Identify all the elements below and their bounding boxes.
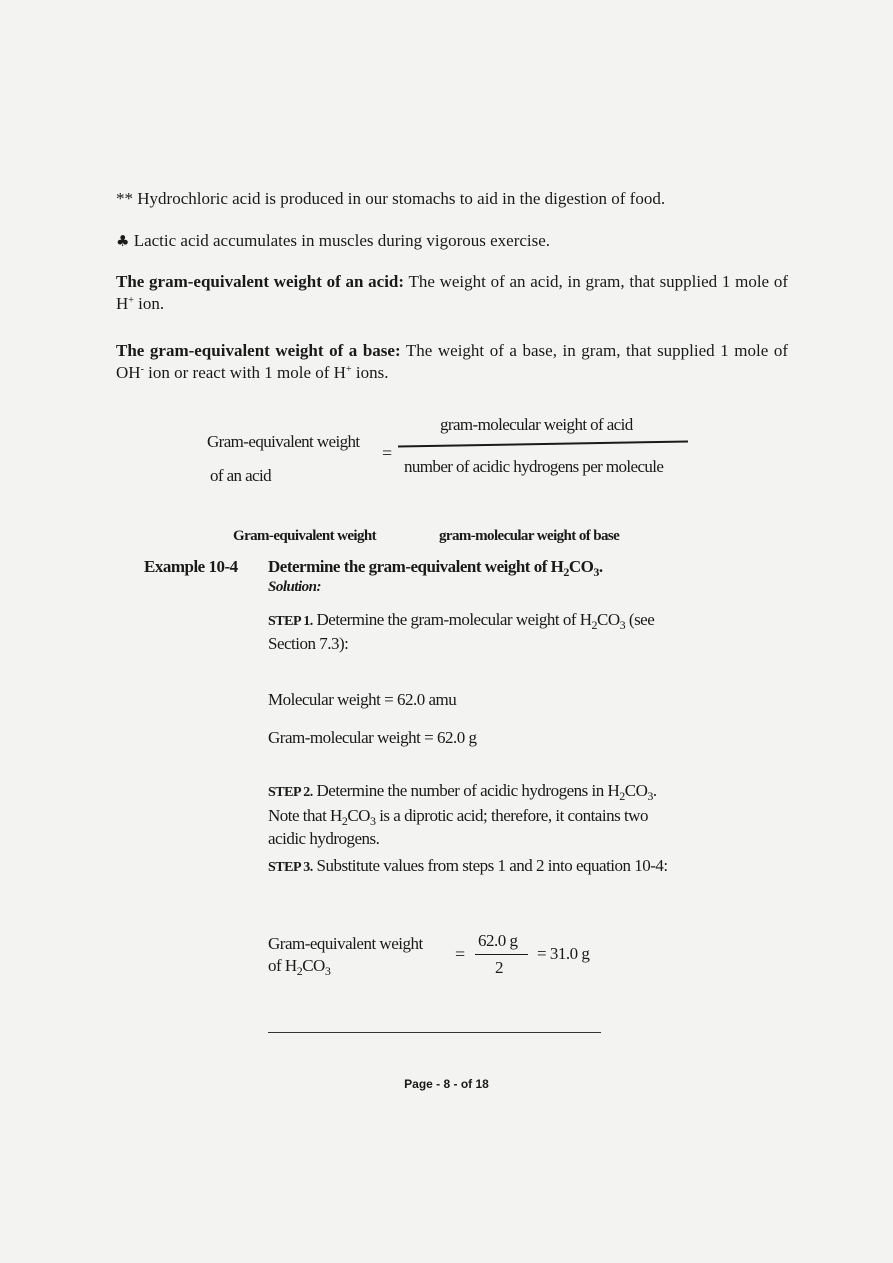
example-problem-text: Determine the gram-equivalent weight of H — [268, 557, 564, 576]
final-lhs-text: of H — [268, 956, 297, 975]
page-footer — [0, 1077, 893, 1091]
definition-base — [116, 340, 788, 384]
definition-base-text-2: ion or react with 1 mole of H — [143, 363, 346, 382]
step-1-see: (see — [625, 610, 655, 629]
final-numerator: 62.0 g — [478, 931, 518, 950]
subscript: 3 — [593, 565, 599, 579]
superscript-minus: - — [140, 364, 144, 375]
equation-base-numerator: gram-molecular weight of base — [439, 528, 620, 544]
equation-acid-denominator: number of acidic hydrogens per molecule — [404, 457, 664, 476]
subscript: 2 — [619, 789, 625, 803]
subscript: 3 — [647, 789, 653, 803]
subscript: 3 — [369, 814, 376, 828]
step-2-line-3: acidic hydrogens. — [268, 829, 380, 848]
step-3-text: Substitute values from steps 1 and 2 into equation 10-4: — [312, 856, 668, 875]
subscript: 2 — [591, 618, 598, 632]
subscript: 2 — [296, 964, 303, 978]
page-number: Page - 8 - of 18 — [404, 1077, 489, 1091]
example-problem — [268, 557, 603, 577]
equation-acid-numerator: gram-molecular weight of acid — [440, 415, 633, 434]
definition-acid-end: ion. — [133, 294, 165, 313]
step-2-period: . — [652, 781, 657, 800]
step-2-note-end: is a diprotic acid; therefore, it contains two — [375, 806, 648, 825]
gram-molecular-weight-line: Gram-molecular weight = 62.0 g — [268, 728, 477, 747]
superscript-plus: + — [345, 364, 352, 375]
equation-acid-lhs-1: Gram-equivalent weight — [207, 432, 360, 451]
molecular-weight-line: Molecular weight = 62.0 amu — [268, 690, 457, 709]
step-2-line-1 — [268, 781, 657, 801]
example-label: Example 10-4 — [144, 557, 238, 576]
definition-acid — [116, 271, 788, 315]
step-2-label: STEP 2. — [268, 785, 313, 800]
fraction-bar — [398, 440, 688, 447]
subscript: 3 — [619, 618, 626, 632]
final-denominator: 2 — [495, 958, 503, 977]
definition-base-text: The weight of a base, in gram, that supplied 1 mole of OH — [116, 341, 788, 382]
step-1-formula: CO — [597, 610, 620, 629]
final-lhs-formula: CO — [302, 956, 325, 975]
footnote-rule — [268, 1032, 601, 1033]
definition-acid-term: The gram-equivalent weight of an acid: — [116, 272, 405, 291]
equation-acid-equals: = — [382, 443, 393, 463]
example-problem-formula: CO — [568, 557, 594, 576]
step-1-line-2: Section 7.3): — [268, 634, 349, 653]
equation-acid-lhs-2: of an acid — [210, 466, 272, 485]
solution-label: Solution: — [268, 579, 322, 595]
equation-base-lhs: Gram-equivalent weight — [233, 528, 377, 544]
final-fraction-bar — [475, 954, 528, 955]
final-lhs-1: Gram-equivalent weight — [268, 934, 423, 953]
step-2-note: Note that H — [268, 806, 342, 825]
step-2-line-2 — [268, 806, 648, 826]
note-lactic-text: Lactic acid accumulates in muscles during vigorous exercise. — [133, 231, 551, 250]
superscript-plus: + — [128, 295, 134, 306]
final-equals: = — [455, 944, 465, 964]
definition-acid-text: The weight of an acid, in gram, that supplied 1 mole of H — [116, 272, 788, 313]
note-hydrochloric — [116, 188, 788, 210]
note-lactic — [116, 230, 788, 252]
subscript: 2 — [563, 565, 569, 579]
club-icon: ♣ — [116, 232, 130, 250]
final-result: = 31.0 g — [537, 944, 590, 963]
step-3-label: STEP 3. — [268, 860, 313, 875]
final-lhs-2 — [268, 956, 330, 976]
step-2-formula: CO — [624, 781, 648, 800]
definition-base-end: ions. — [351, 363, 389, 382]
example-problem-period: . — [598, 557, 603, 576]
subscript: 2 — [341, 814, 348, 828]
step-1-line-1 — [268, 610, 654, 630]
note-hydrochloric-text: ** Hydrochloric acid is produced in our stomachs to aid in the digestion of food. — [116, 189, 666, 208]
subscript: 3 — [324, 964, 331, 978]
step-1-text: Determine the gram-molecular weight of H — [312, 610, 592, 629]
step-3-line — [268, 856, 668, 876]
definition-base-term: The gram-equivalent weight of a base: — [116, 341, 401, 360]
step-1-label: STEP 1. — [268, 614, 313, 629]
step-2-note-formula: CO — [347, 806, 370, 825]
step-2-text: Determine the number of acidic hydrogens in H — [312, 781, 620, 800]
